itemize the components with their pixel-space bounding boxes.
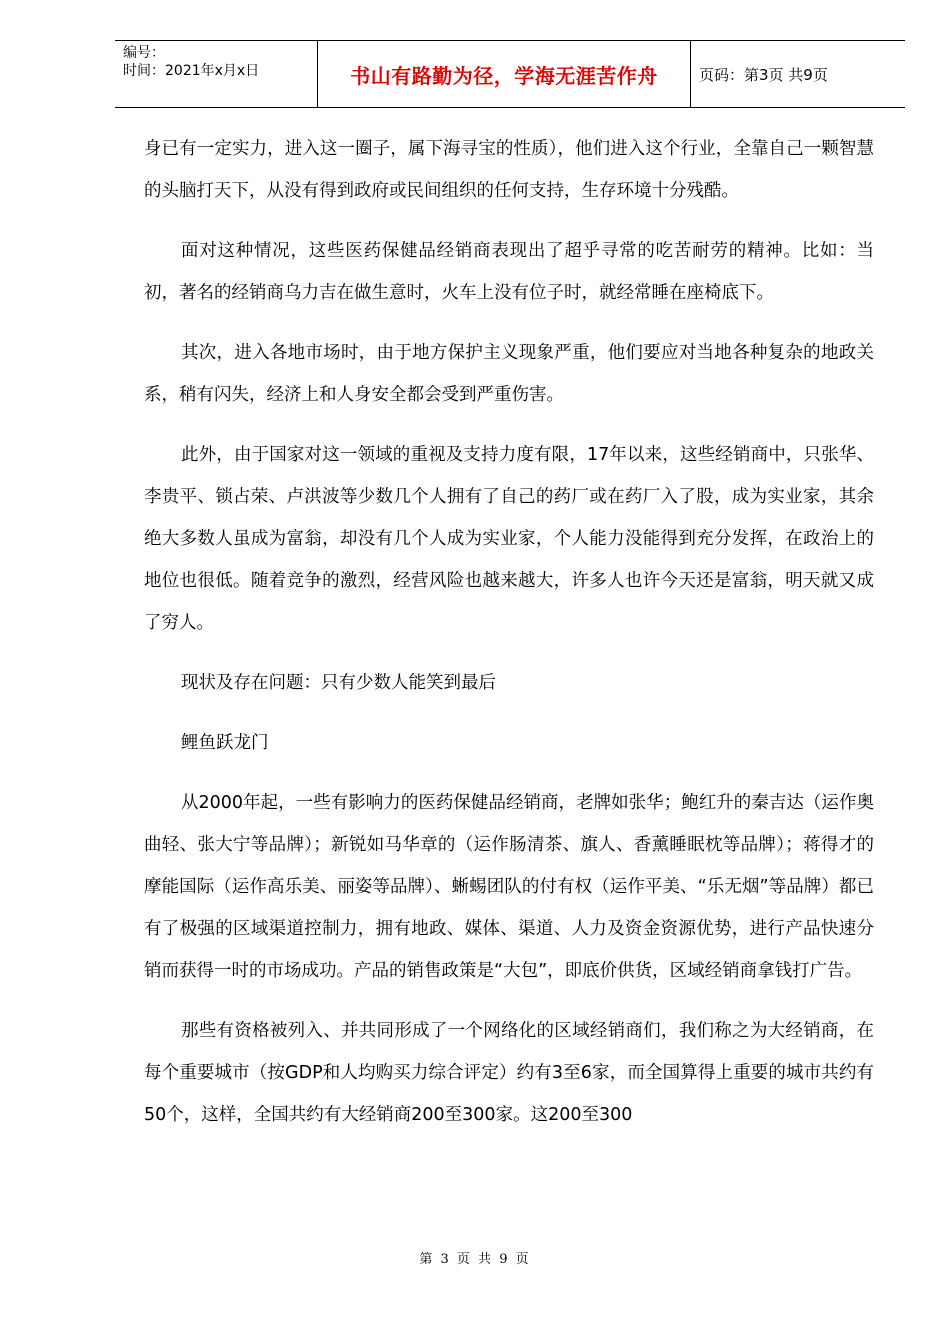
document-number-label: 编号：	[123, 45, 165, 61]
document-time-label: 时间：2021年x月x日	[123, 63, 260, 79]
paragraph: 身已有一定实力，进入这一圈子，属下海寻宝的性质），他们进入这个行业，全靠自己一颗智慧的头脑打天下，从没有得到政府或民间组织的任何支持，生存环境十分残酷。	[144, 139, 874, 201]
header-motto: 书山有路勤为径，学海无涯苦作舟	[317, 41, 691, 107]
paragraph: 面对这种情况，这些医药保健品经销商表现出了超乎寻常的吃苦耐劳的精神。比如：当初，著名的经销商乌力吉在做生意时，火车上没有位子时，就经常睡在座椅底下。	[144, 241, 874, 303]
paragraph: 此外，由于国家对这一领域的重视及支持力度有限，17年以来，这些经销商中，只张华、李贵平、锁占荣、卢洪波等少数几个人拥有了自己的药厂或在药厂入了股，成为实业家，其余绝大多数人虽成为富翁，却没有几个人成为实业家，个人能力没能得到充分发挥，在政治上的地位也很低。随着竞争的激烈，经营风险也越来越大，许多人也许今天还是富翁，明天就又成了穷人。	[144, 445, 874, 633]
paragraph: 其次，进入各地市场时，由于地方保护主义现象严重，他们要应对当地各种复杂的地政关系，稍有闪失，经济上和人身安全都会受到严重伤害。	[144, 343, 874, 405]
page-header	[115, 40, 905, 108]
page-footer: 第 3 页 共 9 页	[419, 1252, 531, 1267]
header-meta	[115, 41, 317, 107]
section-heading: 现状及存在问题：只有少数人能笑到最后	[181, 673, 496, 693]
paragraph: 从2000年起，一些有影响力的医药保健品经销商，老牌如张华；鲍红升的秦吉达（运作奥曲轻、张大宁等品牌）；新锐如马华章的（运作肠清茶、旗人、香薰睡眠枕等品牌）；蒋得才的摩能国际（运作高乐美、丽姿等品牌）、蜥蜴团队的付有权（运作平美、“乐无烟”等品牌）都已有了极强的区域渠道控制力，拥有地政、媒体、渠道、人力及资金资源优势，进行产品快速分销而获得一时的市场成功。产品的销售政策是“大包”，即底价供货，区域经销商拿钱打广告。	[144, 793, 874, 981]
document-body	[144, 128, 874, 1154]
paragraph: 那些有资格被列入、并共同形成了一个网络化的区域经销商们，我们称之为大经销商，在每个重要城市（按GDP和人均购买力综合评定）约有3至6家，而全国算得上重要的城市共约有50个，这样，全国共约有大经销商200至300家。这200至300	[144, 1021, 874, 1125]
header-page-number: 页码：第3页 共9页	[699, 65, 828, 84]
section-heading: 鲤鱼跃龙门	[181, 733, 269, 753]
